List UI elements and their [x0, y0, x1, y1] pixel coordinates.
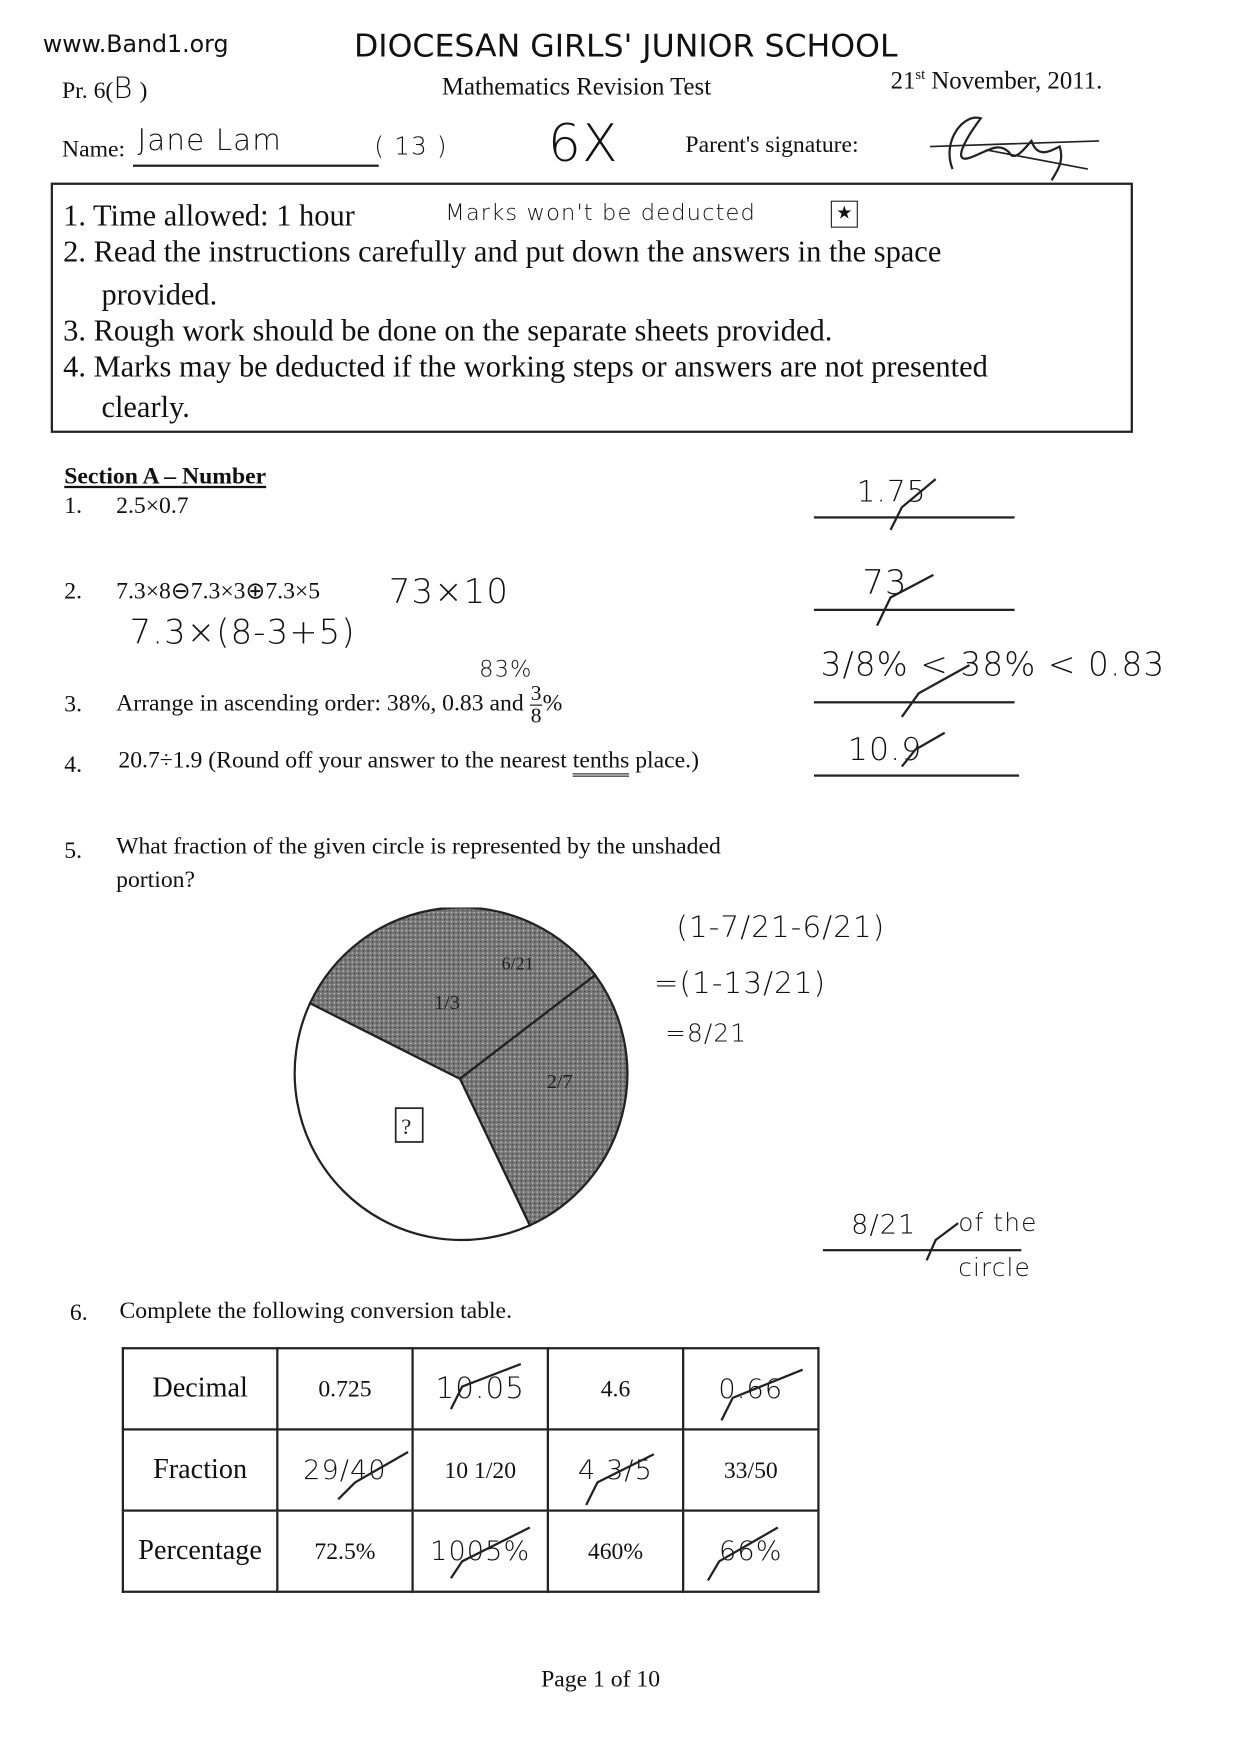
pie-label-1: 1/3	[434, 991, 460, 1014]
q6-text: Complete the following conversion table.	[119, 1296, 512, 1324]
row-header: Fraction	[123, 1429, 277, 1510]
table-cell-handwritten: 0.66	[683, 1348, 818, 1429]
q3-text: Arrange in ascending order: 38%, 0.83 and $\frac{3}{8}$ %	[116, 682, 563, 729]
pie-diagram	[287, 907, 636, 1256]
q5-working-3: =8/21	[665, 1020, 748, 1049]
conversion-table	[122, 1347, 820, 1593]
table-cell-handwritten: 66%	[683, 1511, 818, 1592]
table-cell: 72.5%	[277, 1511, 412, 1592]
student-name: Jane Lam	[137, 124, 282, 158]
q4-answer-line	[814, 774, 1019, 776]
q2-answer: 73	[862, 563, 908, 604]
table-cell: 33/50	[683, 1429, 818, 1510]
q6-number: 6.	[69, 1298, 88, 1326]
table-cell: 4.6	[548, 1348, 683, 1429]
class-number: ( 13 )	[374, 133, 448, 162]
q1-answer: 1.75	[856, 475, 927, 510]
q2-number: 2.	[64, 577, 83, 605]
q3-answer-line	[814, 701, 1015, 703]
q5-number: 5.	[64, 836, 83, 864]
q1-answer-line	[814, 516, 1015, 518]
test-title: Mathematics Revision Test	[441, 72, 712, 101]
pie-label-2: 2/7	[546, 1070, 573, 1093]
q3-answer: 3/8% < 38% < 0.83	[820, 644, 1166, 684]
q5-text-cont: portion?	[116, 865, 196, 893]
name-label: Name:	[62, 135, 126, 163]
section-title: Section A – Number	[64, 462, 267, 490]
parent-signature	[919, 107, 1111, 186]
class-value: B	[113, 72, 134, 106]
table-cell-handwritten: 4 3/5	[548, 1429, 683, 1510]
school-name: DIOCESAN GIRLS' JUNIOR SCHOOL	[353, 27, 898, 65]
table-row-percentage	[123, 1511, 819, 1592]
q5-text: What fraction of the given circle is represented by the unshaded	[116, 831, 721, 860]
instruction-2: 2. Read the instructions carefully and put down the answers in the space	[63, 234, 942, 269]
q2-answer-line	[814, 609, 1015, 611]
table-cell: 460%	[548, 1511, 683, 1592]
instruction-2-cont: provided.	[101, 277, 218, 312]
pie-label-3: 6/21	[501, 953, 534, 974]
table-cell: 10 1/20	[413, 1429, 548, 1510]
q5-answer-fraction: 8/21	[851, 1208, 917, 1241]
q4-text: 20.7÷1.9 (Round off your answer to the nearest tenths place.)	[118, 746, 699, 774]
star-icon: ★	[831, 201, 858, 228]
table-cell-handwritten: 1005%	[413, 1511, 548, 1592]
table-row-decimal	[123, 1348, 819, 1429]
q5-working-1: (1-7/21-6/21)	[676, 910, 886, 945]
q4-answer: 10.9	[847, 730, 923, 768]
instruction-note: Marks won't be deducted	[445, 198, 757, 226]
website-watermark: www.Band1.org	[42, 30, 229, 58]
test-date: 21st November, 2011.	[890, 65, 1103, 94]
q2-working-2: 7.3×(8-3+5)	[129, 613, 356, 653]
q1-number: 1.	[64, 491, 83, 519]
q5-working-2: =(1-13/21)	[653, 967, 827, 1002]
class-field: Pr. 6(B )	[62, 72, 148, 106]
instruction-1: 1. Time allowed: 1 hour	[63, 198, 355, 233]
pie-unknown-label: ?	[401, 1114, 412, 1140]
q3-note: 83%	[479, 654, 533, 683]
q5-answer-line	[823, 1249, 1021, 1251]
q5-answer-text: of the circle	[958, 1209, 1038, 1283]
q4-number: 4.	[64, 750, 83, 778]
instruction-4-cont: clearly.	[101, 390, 190, 424]
table-cell-handwritten: 10.05	[413, 1348, 548, 1429]
q2-working-1: 73×10	[388, 572, 509, 613]
instructions-box	[51, 183, 1133, 433]
check-icon	[927, 1223, 959, 1260]
table-row-fraction	[123, 1429, 819, 1510]
name-underline	[133, 165, 379, 167]
q2-text: 7.3×8⊖7.3×3⊕7.3×5	[116, 577, 321, 605]
row-header: Decimal	[123, 1348, 277, 1429]
page-number: Page 1 of 10	[541, 1665, 661, 1693]
parent-signature-label: Parent's signature:	[685, 130, 859, 158]
q1-text: 2.5×0.7	[116, 491, 189, 519]
table-cell-handwritten: 29/40	[277, 1429, 412, 1510]
score-mark: 6X	[547, 112, 619, 174]
row-header: Percentage	[123, 1511, 277, 1592]
q3-number: 3.	[64, 689, 83, 717]
instruction-4: 4. Marks may be deducted if the working steps or answers are not presented	[63, 349, 988, 384]
table-cell: 0.725	[277, 1348, 412, 1429]
instruction-3: 3. Rough work should be done on the separate sheets provided.	[63, 313, 833, 348]
